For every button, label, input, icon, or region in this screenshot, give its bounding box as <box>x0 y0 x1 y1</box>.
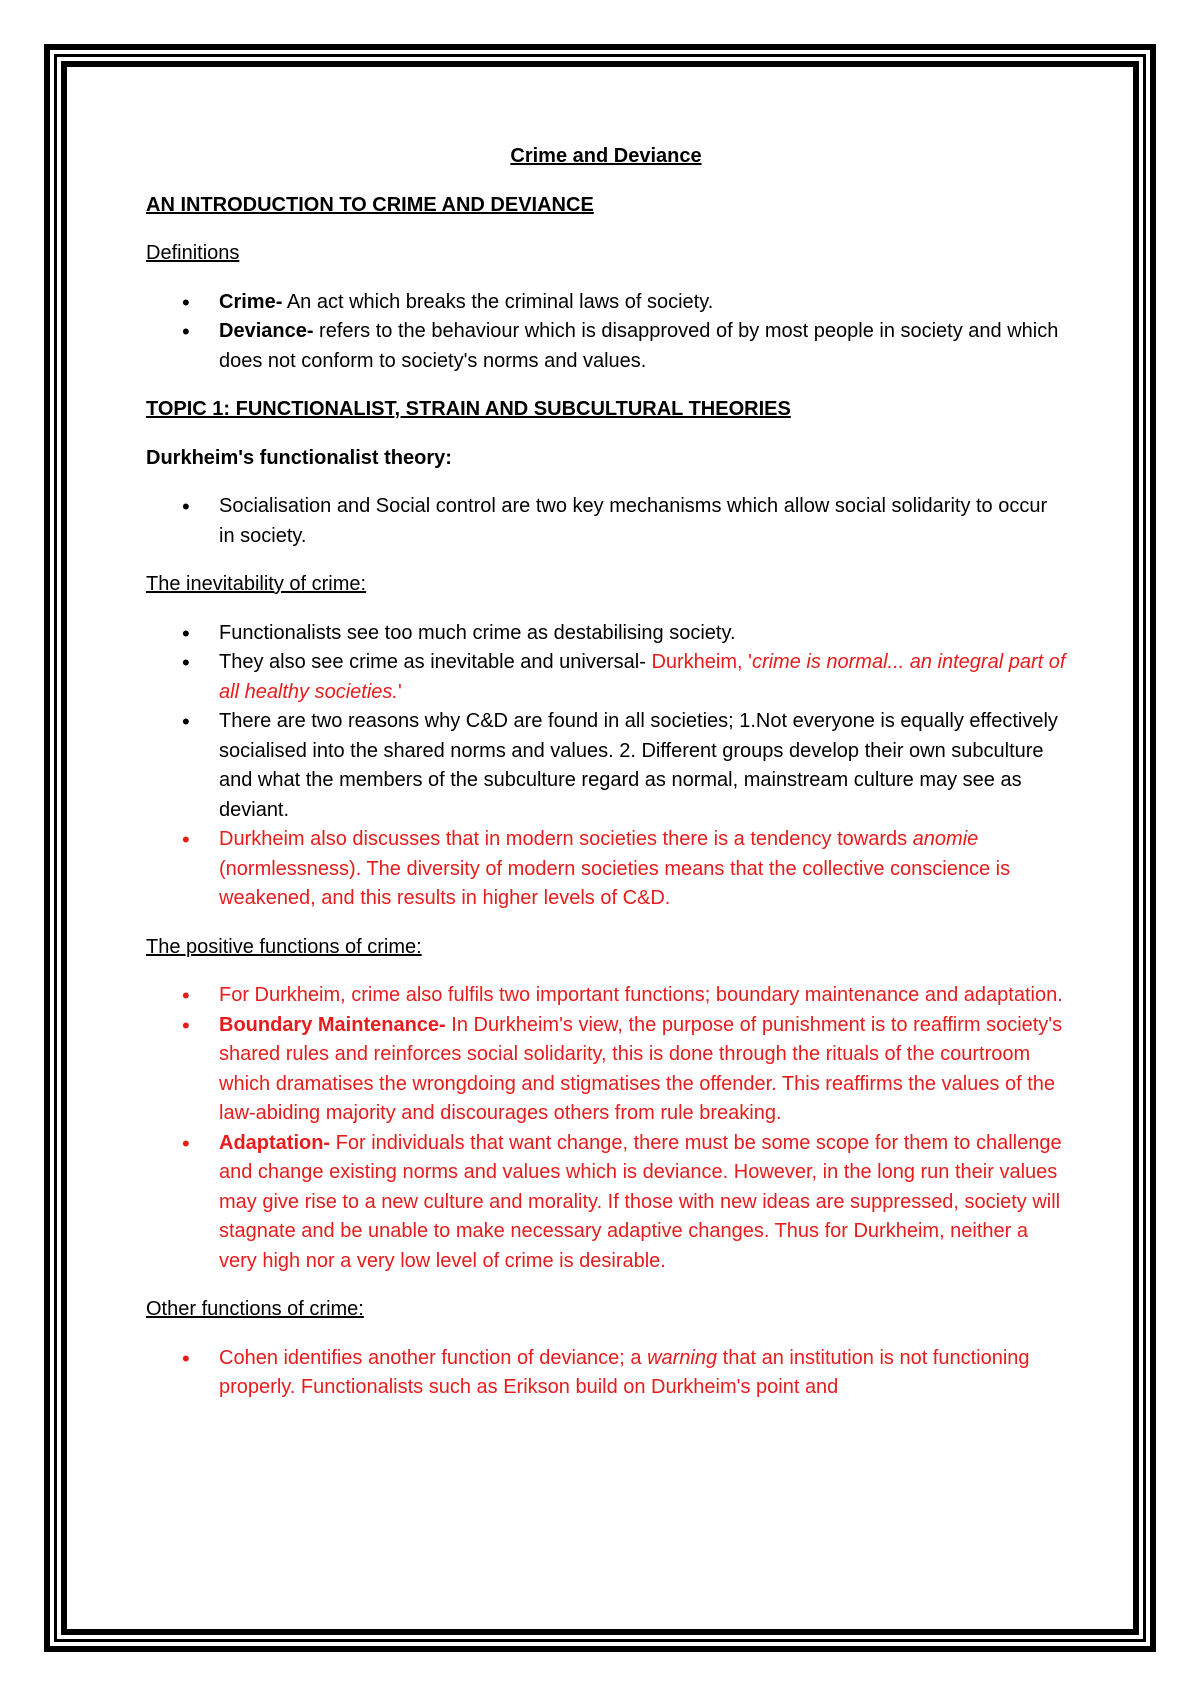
list-item <box>146 288 1066 318</box>
list-item <box>146 1011 1066 1129</box>
durkheim-quote: crime is normal... an integral part of all healthy societies. <box>219 651 1066 703</box>
positive-list <box>146 981 1066 1276</box>
warning-term: warning <box>647 1346 718 1369</box>
definitions-label: Definitions <box>146 242 240 264</box>
intro-heading: AN INTRODUCTION TO CRIME AND DEVIANCE <box>146 193 594 216</box>
definitions-list <box>146 288 1066 377</box>
deviance-definition: refers to the behaviour which is disapproved of by most people in society and which does not conform to society's norms and values. <box>219 320 1059 372</box>
positive-label: The positive functions of crime: <box>146 935 422 958</box>
other-list <box>146 1344 1066 1403</box>
document-body <box>146 142 1066 1422</box>
list-item <box>146 1129 1066 1277</box>
other-label: Other functions of crime: <box>146 1298 364 1320</box>
deviance-term: Deviance- <box>219 320 314 342</box>
cohen-text-b: that an institution is not functioning properly. Functionalists such as Erikson build on Durkheim's point and <box>219 1346 1030 1398</box>
anomie-text-b: (normlessness). The diversity of modern societies means that the collective conscience is weakened, and this results in higher levels of C&D. <box>219 857 1011 909</box>
boundary-text: In Durkheim's view, the purpose of punishment is to reaffirm society's shared rules and reinforces social solidarity, this is done through the rituals of the courtroom which dramatises the wrongdoing and stigmatises the offender. This reaffirms the values of the law-abiding majority and discourages others from rule breaking. <box>219 1013 1063 1124</box>
durkheim-heading: Durkheim's functionalist theory: <box>146 446 452 469</box>
inevitability-text: They also see crime as inevitable and universal- <box>219 651 652 673</box>
crime-definition: An act which breaks the criminal laws of society. <box>282 290 714 313</box>
boundary-term: Boundary Maintenance- <box>219 1013 446 1036</box>
list-item <box>146 825 1066 914</box>
list-item: • Functionalists see too much crime as destabilising society. <box>146 619 1066 649</box>
durkheim-quote-end: ' <box>397 680 402 703</box>
list-item <box>146 317 1066 376</box>
adaptation-text: For individuals that want change, there must be some scope for them to challenge and change existing norms and values which is deviance. However, in the long run their values may give rise to a new culture and morality. If those with new ideas are suppressed, society will stagnate and be unable to make necessary adaptive changes. Thus for Durkheim, neither a very high nor a very low level of crime is desirable. <box>219 1131 1062 1272</box>
document-title: Crime and Deviance <box>510 145 702 167</box>
list-item: • For Durkheim, crime also fulfils two important functions; boundary maintenance and adaptation. <box>146 981 1066 1011</box>
inevitability-list <box>146 619 1066 914</box>
anomie-term: anomie <box>912 828 979 850</box>
durkheim-quote-prefix: Durkheim, ' <box>651 651 752 673</box>
durkheim-list <box>146 492 1066 551</box>
list-item <box>146 648 1066 707</box>
adaptation-term: Adaptation- <box>219 1131 331 1154</box>
inevitability-label: The inevitability of crime: <box>146 573 367 595</box>
cohen-text-a: Cohen identifies another function of deviance; a <box>219 1346 648 1369</box>
list-item: • Socialisation and Social control are two key mechanisms which allow social solidarity to occur in society. <box>146 492 1066 551</box>
list-item: • There are two reasons why C&D are found in all societies; 1.Not everyone is equally effectively socialised into the shared norms and values. 2. Different groups develop their own subculture and what the members of the subculture regard as normal, mainstream culture may see as deviant. <box>146 707 1066 825</box>
crime-term: Crime- <box>219 290 283 313</box>
list-item <box>146 1344 1066 1403</box>
anomie-text-a: Durkheim also discusses that in modern societies there is a tendency towards <box>219 828 913 850</box>
topic1-heading: TOPIC 1: FUNCTIONALIST, STRAIN AND SUBCULTURAL THEORIES <box>146 398 791 420</box>
